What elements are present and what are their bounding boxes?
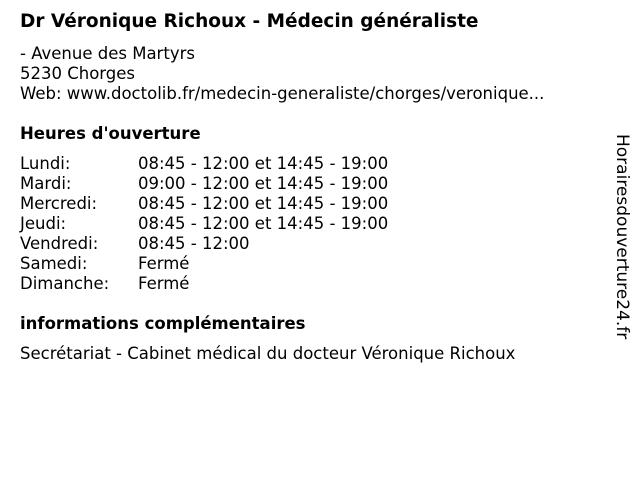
hours-row-friday bbox=[20, 234, 388, 254]
day-label: Mardi: bbox=[20, 174, 72, 193]
time-value: 08:45 - 12:00 et 14:45 - 19:00 bbox=[138, 154, 389, 173]
hours-row-saturday bbox=[20, 254, 388, 274]
hours-row-wednesday bbox=[20, 194, 388, 214]
additional-info-text: Secrétariat - Cabinet médical du docteur Véronique Richoux bbox=[20, 344, 516, 363]
day-label: Mercredi: bbox=[20, 194, 98, 213]
time-value: 08:45 - 12:00 bbox=[138, 234, 250, 253]
time-value: 08:45 - 12:00 et 14:45 - 19:00 bbox=[138, 194, 389, 213]
hours-row-monday bbox=[20, 154, 388, 174]
day-label: Samedi: bbox=[20, 254, 88, 273]
address-website: Web: www.doctolib.fr/medecin-generaliste/chorges/veronique... bbox=[20, 84, 545, 103]
hours-row-tuesday bbox=[20, 174, 388, 194]
time-value: Fermé bbox=[138, 274, 190, 293]
hours-row-sunday bbox=[20, 274, 388, 294]
page-title: Dr Véronique Richoux - Médecin généraliste bbox=[20, 11, 479, 32]
time-value: Fermé bbox=[138, 254, 190, 273]
day-label: Jeudi: bbox=[20, 214, 67, 233]
day-label: Dimanche: bbox=[20, 274, 110, 293]
opening-hours-heading: Heures d'ouverture bbox=[20, 124, 201, 143]
day-label: Vendredi: bbox=[20, 234, 99, 253]
time-value: 08:45 - 12:00 et 14:45 - 19:00 bbox=[138, 214, 389, 233]
opening-hours-table bbox=[20, 154, 388, 294]
site-watermark: Horairesdouverture24.fr bbox=[612, 134, 632, 340]
address-city: 5230 Chorges bbox=[20, 64, 136, 83]
additional-info-heading: informations complémentaires bbox=[20, 314, 306, 333]
address-street: - Avenue des Martyrs bbox=[20, 44, 195, 63]
day-label: Lundi: bbox=[20, 154, 71, 173]
time-value: 09:00 - 12:00 et 14:45 - 19:00 bbox=[138, 174, 389, 193]
address-block bbox=[20, 44, 544, 104]
hours-row-thursday bbox=[20, 214, 388, 234]
